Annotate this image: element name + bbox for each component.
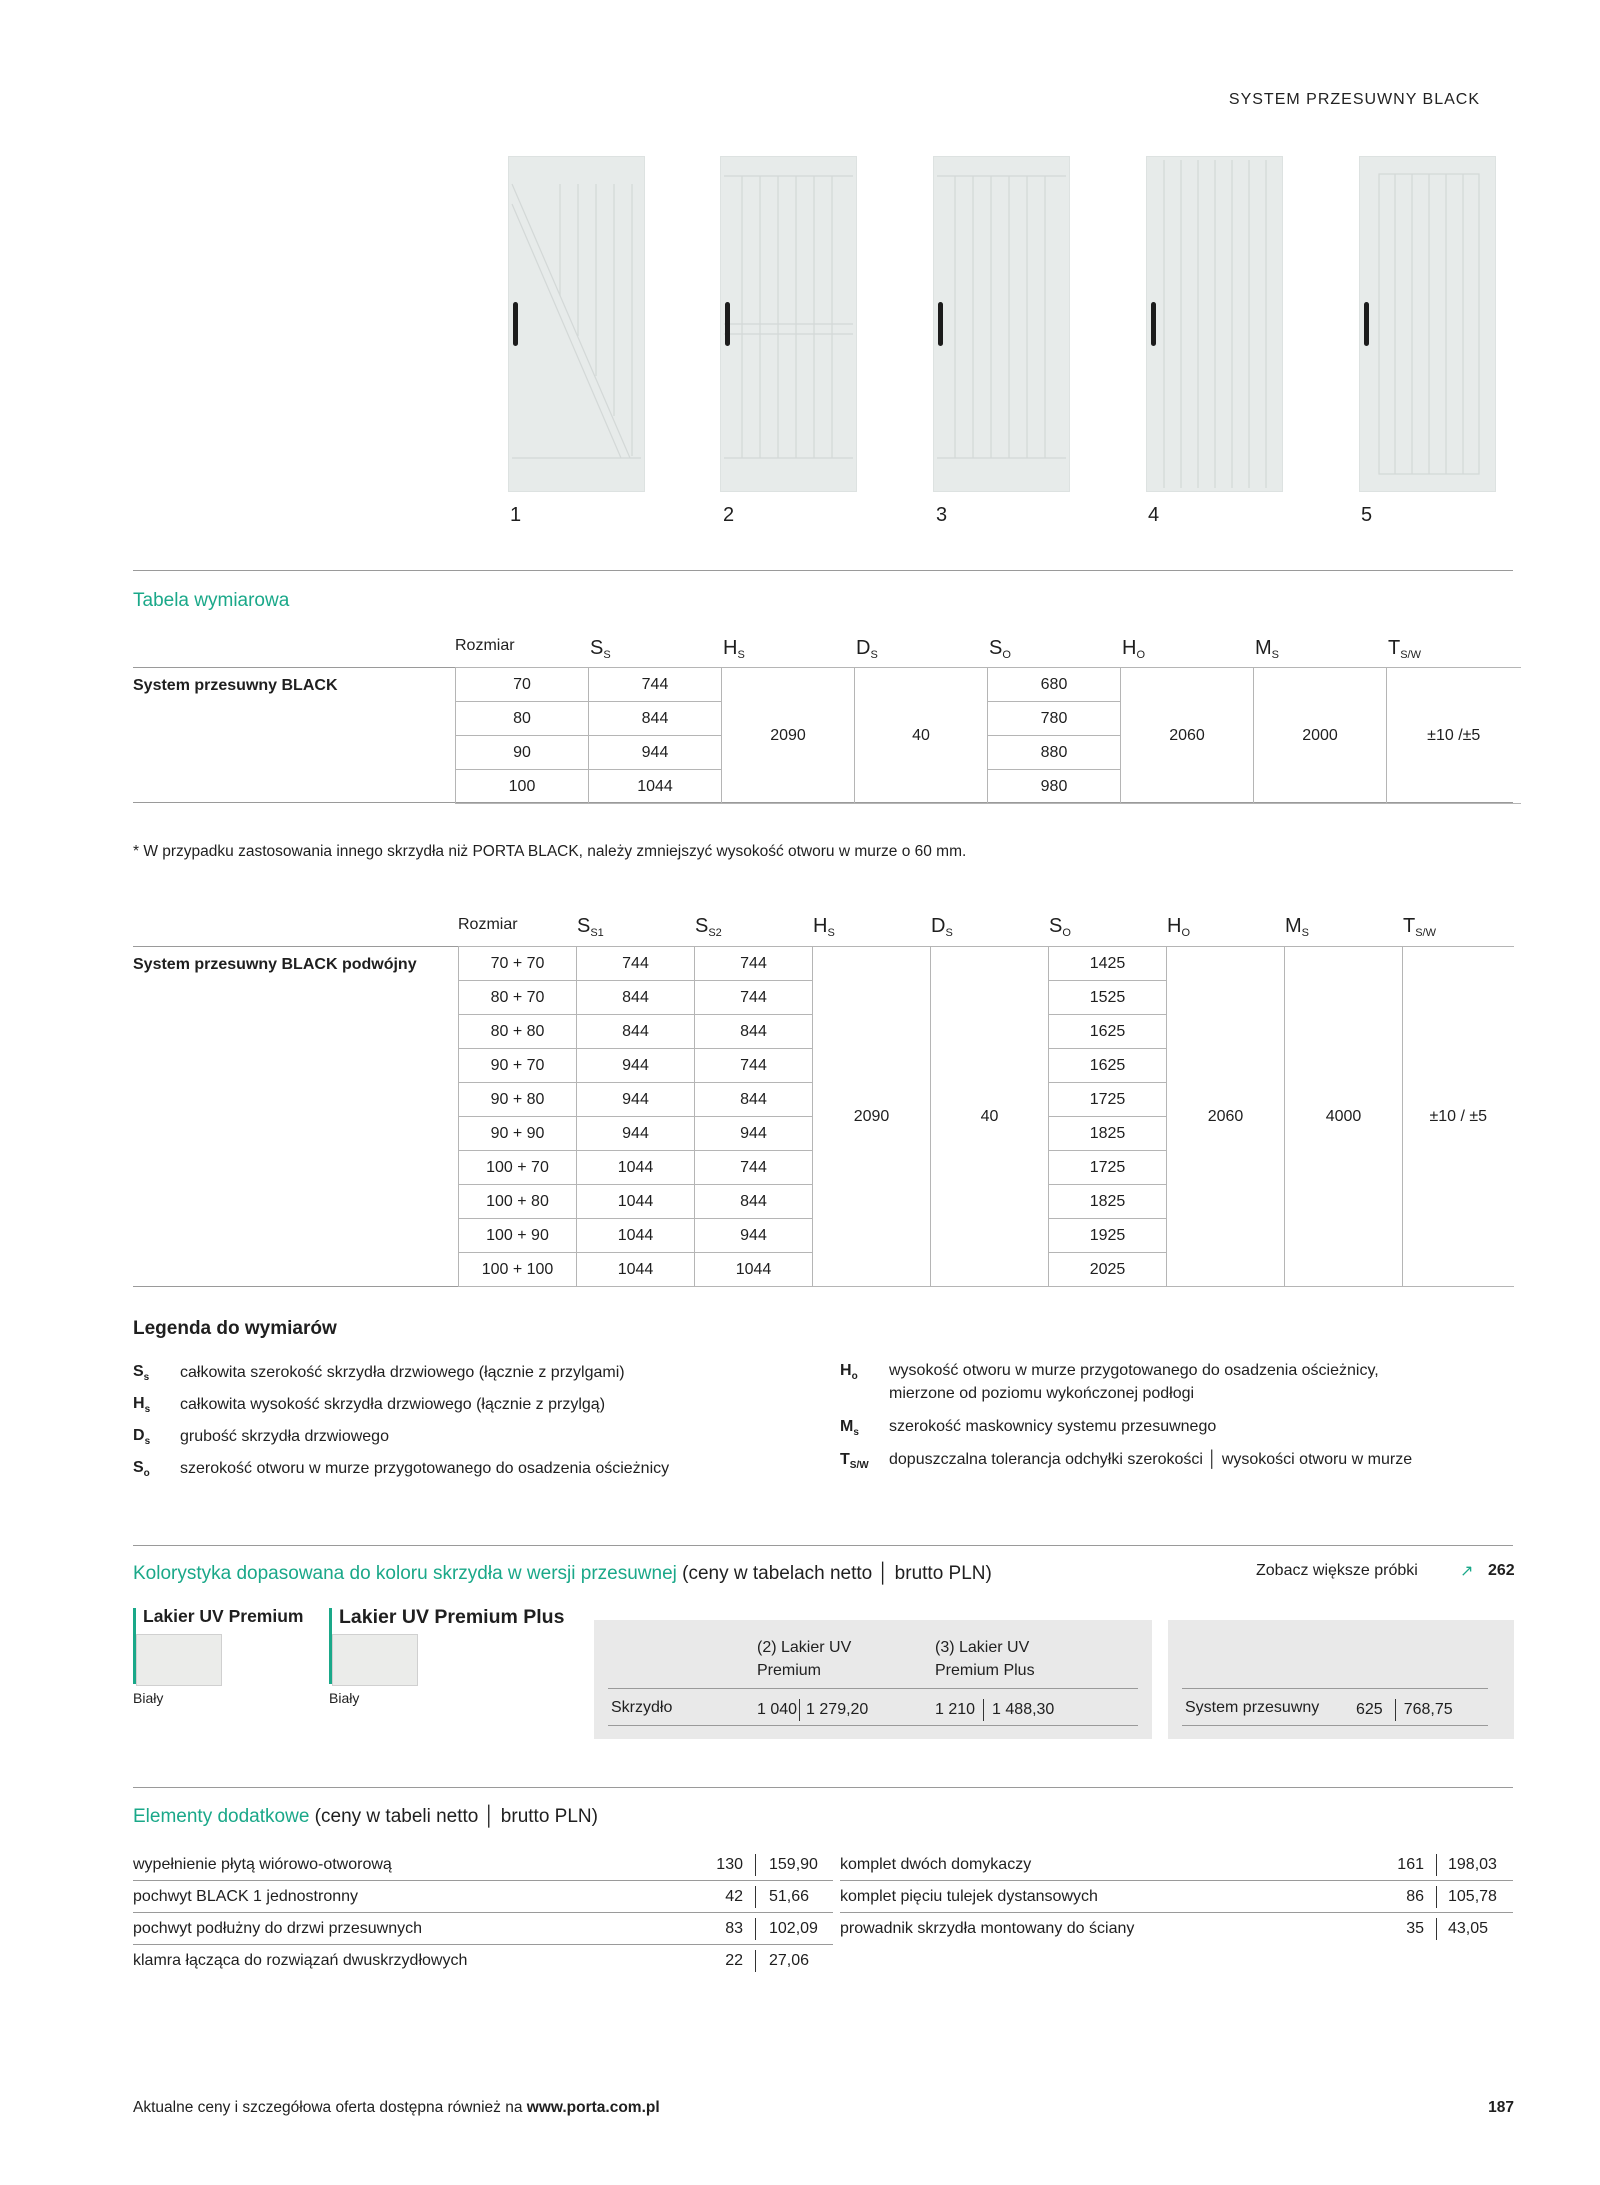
t2-so: 1525 <box>1049 981 1167 1015</box>
t2-ss2: 844 <box>695 1185 813 1219</box>
price-separator <box>1436 1918 1437 1940</box>
col-header-main: M <box>1255 637 1272 659</box>
legend-symbol-ho <box>840 1362 858 1380</box>
extra-item-net: 22 <box>725 1952 743 1969</box>
col-header-main: S <box>590 637 604 659</box>
price-premium-net: 1 040 <box>757 1701 798 1719</box>
t1-tsw: ±10 /±5 <box>1387 668 1521 804</box>
table1-col-header-6 <box>1388 637 1421 660</box>
t2-tsw: ±10 / ±5 <box>1403 947 1514 1287</box>
price-col-premium-plus <box>935 1636 1035 1682</box>
t1-hs: 2090 <box>722 668 855 804</box>
door-3-drawing <box>933 156 1070 492</box>
t2-so: 2025 <box>1049 1253 1167 1287</box>
price-premium-plus-gross: 1 488,30 <box>992 1701 1055 1719</box>
divider <box>133 1545 1513 1546</box>
col-header-main: D <box>931 915 946 937</box>
col-header-sub: O <box>1062 927 1071 939</box>
price-col-premium-plus-line1: (3) Lakier UV <box>935 1639 1030 1656</box>
price-row-label: Skrzydło <box>611 1699 673 1716</box>
legend-text-ho <box>889 1359 1379 1405</box>
t2-ss1: 844 <box>577 981 695 1015</box>
colors-title <box>133 1563 992 1585</box>
color-swatch-bialy-premium-plus[interactable] <box>332 1634 418 1686</box>
table2-col-header-2 <box>813 915 835 938</box>
colors-title-green: Kolorystyka dopasowana do koloru skrzydła w wersji przesuwnej <box>133 1563 677 1584</box>
table2-col-header-5 <box>1167 915 1190 938</box>
table2-col-header-1 <box>695 915 722 938</box>
t1-so: 780 <box>988 702 1121 736</box>
extra-item-net: 83 <box>725 1920 743 1937</box>
legend-text-ds: grubość skrzydła drzwiowego <box>180 1428 389 1445</box>
col-header-sub: S/W <box>1400 649 1421 661</box>
t2-ss2: 744 <box>695 981 813 1015</box>
legend-sym: M <box>840 1418 854 1435</box>
price-panel-leaf <box>594 1620 1152 1739</box>
col-header-sub: S <box>827 927 835 939</box>
door-image-1 <box>508 156 645 492</box>
legend-sym: H <box>840 1362 852 1379</box>
extra-item-gross: 159,90 <box>769 1856 818 1873</box>
legend-title: Legenda do wymiarów <box>133 1318 337 1339</box>
swatch-title-premium: Lakier UV Premium <box>143 1606 304 1626</box>
extras-title-rest: (ceny w tabeli netto │ brutto PLN) <box>309 1806 598 1827</box>
col-header-sub: O <box>1181 927 1191 939</box>
extra-item-gross: 51,66 <box>769 1888 810 1905</box>
door-number-3: 3 <box>936 504 948 526</box>
price-rule <box>608 1688 1138 1689</box>
price-premium-gross: 1 279,20 <box>806 1701 869 1719</box>
t1-so: 980 <box>988 770 1121 804</box>
t2-so: 1825 <box>1049 1117 1167 1151</box>
t2-ss1: 1044 <box>577 1253 695 1287</box>
legend-sym: S <box>133 1363 144 1380</box>
extra-item-name: pochwyt BLACK 1 jednostronny <box>133 1888 359 1905</box>
list-item <box>133 1946 833 1976</box>
table1-col-header-5 <box>1255 637 1279 660</box>
more-samples-link[interactable] <box>1256 1562 1418 1580</box>
table1-col-header-3 <box>989 637 1011 660</box>
t1-size: 90 <box>456 736 589 770</box>
table2-grid <box>458 946 1514 1287</box>
list-item <box>133 1850 833 1881</box>
extra-item-name: pochwyt podłużny do drzwi przesuwnych <box>133 1920 423 1937</box>
legend-sub: s <box>144 1436 151 1447</box>
table2-col-header-6 <box>1285 915 1309 938</box>
t2-so: 1725 <box>1049 1151 1167 1185</box>
t2-size: 90 + 70 <box>459 1049 577 1083</box>
door-1-drawing <box>508 156 645 492</box>
col-header-sub: S1 <box>590 927 604 939</box>
t1-size: 100 <box>456 770 589 804</box>
extra-item-gross: 105,78 <box>1448 1888 1497 1905</box>
price-separator <box>799 1699 800 1721</box>
door-number-5: 5 <box>1361 504 1373 526</box>
col-header-main: H <box>723 637 738 659</box>
t2-size: 80 + 70 <box>459 981 577 1015</box>
t2-ss1: 944 <box>577 1083 695 1117</box>
page-number: 187 <box>1488 2099 1514 2116</box>
legend-symbol-hs <box>133 1395 150 1413</box>
t2-ss2: 744 <box>695 947 813 981</box>
extras-title-green: Elementy dodatkowe <box>133 1806 310 1827</box>
door-number-1: 1 <box>510 504 522 526</box>
extra-item-net: 130 <box>716 1856 743 1873</box>
t1-ms: 2000 <box>1254 668 1387 804</box>
price-separator <box>1436 1854 1437 1876</box>
t2-ss2: 1044 <box>695 1253 813 1287</box>
system-price-gross: 768,75 <box>1403 1701 1453 1719</box>
swatch-label-premium: Biały <box>133 1690 164 1706</box>
divider <box>133 1787 1513 1788</box>
t2-ss1: 944 <box>577 1117 695 1151</box>
swatch-label-premium-plus: Biały <box>329 1690 360 1706</box>
t2-size: 100 + 70 <box>459 1151 577 1185</box>
price-col-premium-line1: (2) Lakier UV <box>757 1639 852 1656</box>
t2-ss2: 944 <box>695 1117 813 1151</box>
col-header-main: H <box>1122 637 1137 659</box>
system-price-net: 625 <box>1356 1701 1383 1719</box>
legend-sym: D <box>133 1427 145 1444</box>
swatch-title-premium-plus: Lakier UV Premium Plus <box>339 1606 565 1628</box>
col-header-main: S <box>989 637 1003 659</box>
table1-title: Tabela wymiarowa <box>133 590 290 611</box>
extra-item-gross: 102,09 <box>769 1920 818 1937</box>
t2-ho: 2060 <box>1167 947 1285 1287</box>
legend-sub: o <box>851 1371 858 1382</box>
door-image-4 <box>1146 156 1283 492</box>
legend-sub: S/W <box>849 1460 869 1471</box>
price-panel-system <box>1168 1620 1514 1739</box>
list-item <box>840 1882 1513 1913</box>
price-premium <box>757 1699 868 1721</box>
door-number-4: 4 <box>1148 504 1160 526</box>
legend-sub: s <box>144 1404 151 1415</box>
door-image-3 <box>933 156 1070 492</box>
t2-ss1: 1044 <box>577 1151 695 1185</box>
col-header-main: T <box>1388 637 1401 659</box>
price-rule <box>1182 1725 1488 1726</box>
table1-size-header: Rozmiar <box>455 637 515 654</box>
list-item <box>133 1914 833 1945</box>
legend-text-so: szerokość otworu w murze przygotowanego do osadzenia ościeżnicy <box>180 1460 670 1477</box>
t2-so: 1425 <box>1049 947 1167 981</box>
t2-size: 90 + 90 <box>459 1117 577 1151</box>
door-5-drawing <box>1359 156 1496 492</box>
colors-title-rest: (ceny w tabelach netto │ brutto PLN) <box>676 1563 992 1584</box>
table1-col-header-2 <box>856 637 878 660</box>
extra-item-name: prowadnik skrzydła montowany do ściany <box>840 1920 1135 1937</box>
table-row <box>459 947 1514 981</box>
price-premium-plus-net: 1 210 <box>935 1701 976 1719</box>
legend-text-line2: mierzone od poziomu wykończonej podłogi <box>889 1385 1195 1402</box>
table2-col-header-7 <box>1403 915 1436 938</box>
price-separator <box>755 1886 756 1908</box>
col-header-main: S <box>577 915 591 937</box>
table1-col-header-4 <box>1122 637 1145 660</box>
extra-item-net: 161 <box>1397 1856 1424 1873</box>
col-header-sub: S <box>1301 927 1310 939</box>
extra-item-name: komplet pięciu tulejek dystansowych <box>840 1888 1098 1905</box>
system-price-label: System przesuwny <box>1185 1699 1320 1716</box>
price-separator <box>1436 1886 1437 1908</box>
t2-ss1: 944 <box>577 1049 695 1083</box>
t2-ss2: 944 <box>695 1219 813 1253</box>
t2-size: 100 + 80 <box>459 1185 577 1219</box>
door-4-drawing <box>1146 156 1283 492</box>
legend-text-tsw: dopuszczalna tolerancja odchyłki szerokości │ wysokości otworu w murze <box>889 1451 1413 1468</box>
col-header-sub: S <box>737 649 745 661</box>
t2-ss2: 744 <box>695 1049 813 1083</box>
extra-item-name: klamra łącząca do rozwiązań dwuskrzydłowych <box>133 1952 468 1969</box>
list-item <box>133 1882 833 1913</box>
t1-ss: 944 <box>589 736 722 770</box>
legend-sub: s <box>143 1372 150 1383</box>
t2-ss2: 744 <box>695 1151 813 1185</box>
legend-symbol-so <box>133 1459 150 1477</box>
t2-size: 80 + 80 <box>459 1015 577 1049</box>
t2-so: 1625 <box>1049 1015 1167 1049</box>
legend-symbol-tsw <box>840 1451 869 1469</box>
legend-text-hs: całkowita wysokość skrzydła drzwiowego (łącznie z przylgą) <box>180 1396 606 1413</box>
more-samples-page[interactable]: 262 <box>1488 1562 1515 1579</box>
legend-sub: o <box>143 1468 150 1479</box>
t1-ss: 844 <box>589 702 722 736</box>
col-header-sub: S <box>870 649 878 661</box>
extras-title <box>133 1806 598 1828</box>
t2-ss1: 1044 <box>577 1219 695 1253</box>
col-header-main: H <box>813 915 828 937</box>
divider <box>133 570 1513 571</box>
door-image-5 <box>1359 156 1496 492</box>
price-rule <box>608 1725 1138 1726</box>
col-header-sub: S/W <box>1415 927 1436 939</box>
extra-item-net: 86 <box>1406 1888 1424 1905</box>
price-separator <box>755 1918 756 1940</box>
table2-size-header: Rozmiar <box>458 916 518 933</box>
color-swatch-bialy-premium[interactable] <box>136 1634 222 1686</box>
door-number-2: 2 <box>723 504 735 526</box>
legend-sym: S <box>133 1459 144 1476</box>
table-note: * W przypadku zastosowania innego skrzydła niż PORTA BLACK, należy zmniejszyć wysokość otworu w murze o 60 mm. <box>133 843 967 860</box>
price-col-premium-line2: Premium <box>757 1662 822 1679</box>
table1-grid <box>455 667 1521 804</box>
t2-ss1: 844 <box>577 1015 695 1049</box>
table2-row-label: System przesuwny BLACK podwójny <box>133 956 417 973</box>
footer-text-main: Aktualne ceny i szczegółowa oferta dostępna również na <box>133 2099 527 2116</box>
t2-so: 1925 <box>1049 1219 1167 1253</box>
section-header: SYSTEM PRZESUWNY BLACK <box>1228 91 1480 108</box>
price-separator <box>755 1854 756 1876</box>
price-premium-plus <box>935 1699 1054 1721</box>
t2-ds: 40 <box>931 947 1049 1287</box>
arrow-up-right-icon[interactable]: ↗ <box>1460 1563 1474 1580</box>
col-header-main: S <box>695 915 709 937</box>
extra-item-net: 35 <box>1406 1920 1424 1937</box>
legend-symbol-ss <box>133 1363 149 1381</box>
table2-col-header-3 <box>931 915 953 938</box>
legend-text-line1: wysokość otworu w murze przygotowanego do osadzenia ościeżnicy, <box>889 1362 1379 1379</box>
col-header-main: M <box>1285 915 1302 937</box>
table2-col-header-0 <box>577 915 604 938</box>
t1-ho: 2060 <box>1121 668 1254 804</box>
extra-item-gross: 198,03 <box>1448 1856 1497 1873</box>
price-col-premium-plus-line2: Premium Plus <box>935 1662 1035 1679</box>
table1-col-header-0 <box>590 637 611 660</box>
door-2-drawing <box>720 156 857 492</box>
footer-url-link[interactable]: www.porta.com.pl <box>526 2099 660 2116</box>
t1-size: 80 <box>456 702 589 736</box>
col-header-sub: S <box>603 649 611 661</box>
t2-ss1: 1044 <box>577 1185 695 1219</box>
col-header-main: H <box>1167 915 1182 937</box>
legend-symbol-ms <box>840 1418 859 1436</box>
t2-so: 1625 <box>1049 1049 1167 1083</box>
more-samples-label: Zobacz większe próbki <box>1256 1562 1418 1579</box>
t2-size: 70 + 70 <box>459 947 577 981</box>
extra-item-gross: 27,06 <box>769 1952 810 1969</box>
legend-symbol-ds <box>133 1427 150 1445</box>
t1-ss: 1044 <box>589 770 722 804</box>
footer-text <box>133 2099 660 2117</box>
legend-sym: T <box>840 1451 850 1468</box>
legend-text-ss: całkowita szerokość skrzydła drzwiowego (łącznie z przylgami) <box>180 1364 625 1381</box>
legend-sub: s <box>853 1427 859 1438</box>
col-header-sub: O <box>1136 649 1146 661</box>
col-header-main: T <box>1403 915 1416 937</box>
col-header-main: D <box>856 637 871 659</box>
t2-ss2: 844 <box>695 1015 813 1049</box>
col-header-sub: S <box>1271 649 1280 661</box>
t2-ss1: 744 <box>577 947 695 981</box>
price-rule <box>1182 1688 1488 1689</box>
table2-col-header-4 <box>1049 915 1071 938</box>
t2-ms: 4000 <box>1285 947 1403 1287</box>
extra-item-name: komplet dwóch domykaczy <box>840 1856 1032 1873</box>
col-header-main: S <box>1049 915 1063 937</box>
extra-item-gross: 43,05 <box>1448 1920 1489 1937</box>
t2-hs: 2090 <box>813 947 931 1287</box>
price-separator <box>983 1699 984 1721</box>
col-header-sub: S <box>945 927 953 939</box>
price-separator <box>1395 1699 1396 1721</box>
legend-text-ms: szerokość maskownicy systemu przesuwnego <box>889 1418 1217 1435</box>
t1-ds: 40 <box>855 668 988 804</box>
extra-item-net: 42 <box>725 1888 743 1905</box>
t2-size: 90 + 80 <box>459 1083 577 1117</box>
door-image-2 <box>720 156 857 492</box>
t1-ss: 744 <box>589 668 722 702</box>
price-col-premium <box>757 1636 851 1682</box>
legend-sym: H <box>133 1395 145 1412</box>
table1-row-label: System przesuwny BLACK <box>133 677 338 694</box>
list-item <box>840 1850 1513 1881</box>
t2-so: 1725 <box>1049 1083 1167 1117</box>
price-separator <box>755 1950 756 1972</box>
t2-size: 100 + 100 <box>459 1253 577 1287</box>
table1-col-header-1 <box>723 637 745 660</box>
system-price <box>1356 1699 1453 1721</box>
t1-so: 880 <box>988 736 1121 770</box>
col-header-sub: S2 <box>708 927 722 939</box>
extra-item-name: wypełnienie płytą wiórowo-otworową <box>133 1856 392 1873</box>
t2-ss2: 844 <box>695 1083 813 1117</box>
col-header-sub: O <box>1002 649 1011 661</box>
t2-size: 100 + 90 <box>459 1219 577 1253</box>
list-item <box>840 1914 1513 1944</box>
t1-size: 70 <box>456 668 589 702</box>
t1-so: 680 <box>988 668 1121 702</box>
t2-so: 1825 <box>1049 1185 1167 1219</box>
